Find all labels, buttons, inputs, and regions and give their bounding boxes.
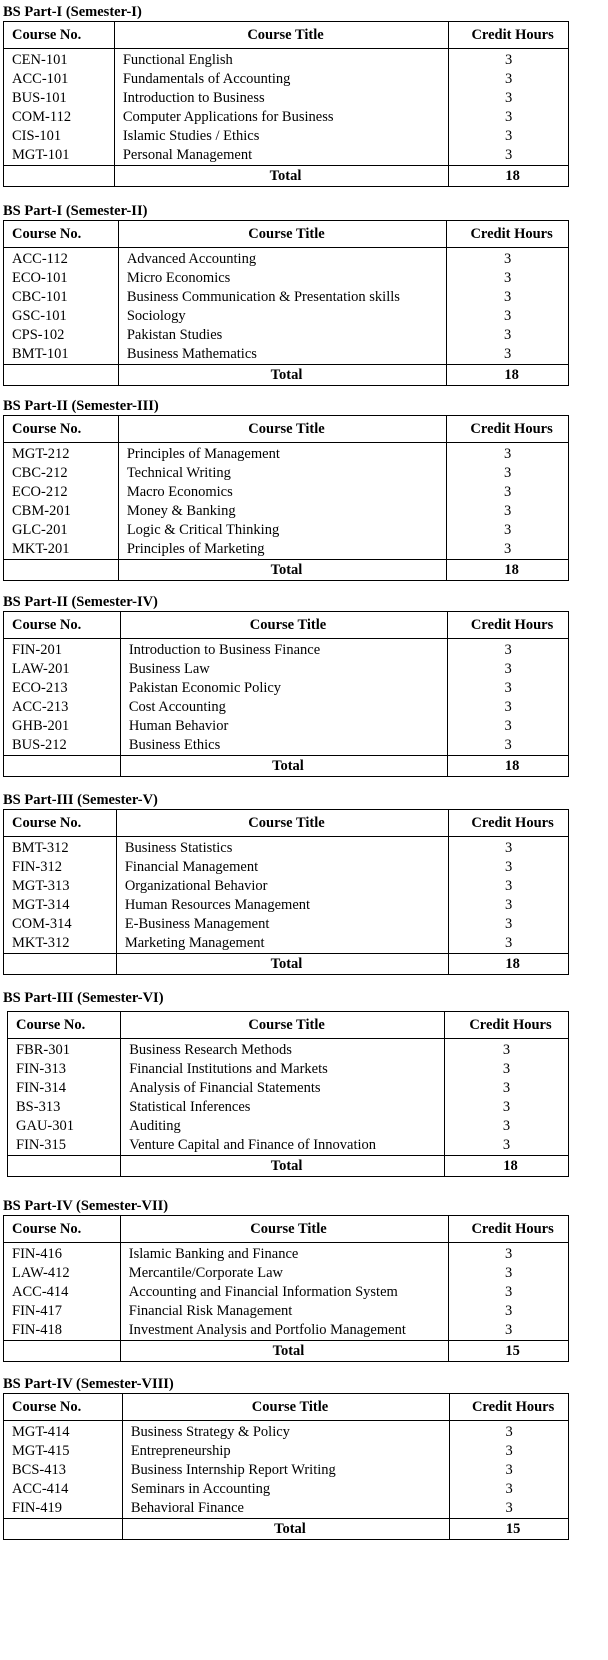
table-row — [4, 248, 569, 270]
total-value: 15 — [449, 1341, 569, 1362]
course-title-cell: Introduction to Business — [114, 89, 448, 108]
table-row — [4, 679, 569, 698]
table-row — [4, 639, 569, 661]
course-title-cell: Business Ethics — [120, 736, 447, 756]
course-no-cell: COM-314 — [4, 915, 117, 934]
table-row — [4, 443, 569, 465]
total-blank-cell — [4, 166, 115, 187]
total-label: Total — [116, 954, 448, 975]
course-title-cell: Business Internship Report Writing — [122, 1461, 449, 1480]
table-row — [4, 1421, 569, 1443]
course-no-cell: MGT-313 — [4, 877, 117, 896]
total-row — [4, 1519, 569, 1540]
credit-hours-cell: 3 — [449, 896, 569, 915]
table-row — [4, 1243, 569, 1265]
course-no-cell: BS-313 — [8, 1098, 121, 1117]
course-title-cell: Financial Risk Management — [120, 1302, 448, 1321]
total-value: 18 — [448, 756, 569, 777]
total-value: 18 — [449, 954, 569, 975]
table-row — [4, 49, 569, 71]
credit-hours-cell: 3 — [447, 269, 569, 288]
credit-hours-cell: 3 — [447, 288, 569, 307]
credit-hours-cell: 3 — [449, 837, 569, 859]
course-table — [3, 809, 569, 975]
course-title-cell: Financial Institutions and Markets — [121, 1060, 445, 1079]
course-no-cell: COM-112 — [4, 108, 115, 127]
credit-hours-cell: 3 — [444, 1136, 568, 1156]
credit-hours-cell: 3 — [450, 1442, 569, 1461]
semester-title: BS Part-IV (Semester-VII) — [3, 1198, 169, 1214]
table-row — [4, 1302, 569, 1321]
semester-title: BS Part-I (Semester-I) — [3, 4, 142, 20]
course-no-cell: ACC-101 — [4, 70, 115, 89]
credit-hours-header: Credit Hours — [444, 1012, 568, 1039]
total-row — [4, 1341, 569, 1362]
credit-hours-cell: 3 — [448, 698, 569, 717]
table-row — [8, 1060, 569, 1079]
credit-hours-cell: 3 — [450, 1421, 569, 1443]
table-row — [4, 896, 569, 915]
credit-hours-cell: 3 — [447, 502, 569, 521]
table-row — [4, 1461, 569, 1480]
course-title-cell: Business Statistics — [116, 837, 448, 859]
course-title-cell: Sociology — [118, 307, 446, 326]
credit-hours-cell: 3 — [449, 146, 569, 166]
total-row — [4, 756, 569, 777]
course-no-cell: CBC-212 — [4, 464, 119, 483]
course-table — [3, 220, 569, 386]
course-title-cell: Functional English — [114, 49, 448, 71]
table-row — [4, 1264, 569, 1283]
table-row — [8, 1117, 569, 1136]
semester-section — [3, 4, 569, 187]
course-no-cell: BCS-413 — [4, 1461, 123, 1480]
table-row — [4, 483, 569, 502]
credit-hours-cell: 3 — [450, 1461, 569, 1480]
table-row — [4, 1442, 569, 1461]
course-no-cell: FIN-416 — [4, 1243, 121, 1265]
course-no-header: Course No. — [4, 612, 121, 639]
table-row — [8, 1039, 569, 1061]
table-row — [8, 1098, 569, 1117]
table-header-row — [4, 612, 569, 639]
course-title-cell: Fundamentals of Accounting — [114, 70, 448, 89]
course-title-cell: Organizational Behavior — [116, 877, 448, 896]
course-title-cell: Micro Economics — [118, 269, 446, 288]
credit-hours-cell: 3 — [449, 1302, 569, 1321]
table-header-row — [4, 810, 569, 837]
credit-hours-cell: 3 — [444, 1060, 568, 1079]
credit-hours-header: Credit Hours — [449, 810, 569, 837]
course-no-cell: CIS-101 — [4, 127, 115, 146]
course-no-cell: ACC-414 — [4, 1283, 121, 1302]
credit-hours-cell: 3 — [448, 639, 569, 661]
course-title-header: Course Title — [118, 221, 446, 248]
course-no-cell: FIN-418 — [4, 1321, 121, 1341]
course-no-cell: ACC-213 — [4, 698, 121, 717]
total-label: Total — [114, 166, 448, 187]
credit-hours-cell: 3 — [449, 1283, 569, 1302]
course-table — [3, 1215, 569, 1362]
semester-title: BS Part-IV (Semester-VIII) — [3, 1376, 174, 1392]
credit-hours-cell: 3 — [447, 248, 569, 270]
table-row — [4, 736, 569, 756]
credit-hours-cell: 3 — [447, 307, 569, 326]
credit-hours-cell: 3 — [447, 326, 569, 345]
total-value: 18 — [447, 560, 569, 581]
course-title-header: Course Title — [116, 810, 448, 837]
course-no-cell: ECO-212 — [4, 483, 119, 502]
credit-hours-cell: 3 — [449, 70, 569, 89]
credit-hours-cell: 3 — [449, 1243, 569, 1265]
course-no-header: Course No. — [4, 221, 119, 248]
semester-title: BS Part-II (Semester-IV) — [3, 594, 158, 610]
course-title-cell: Business Law — [120, 660, 447, 679]
total-label: Total — [118, 560, 446, 581]
credit-hours-cell: 3 — [447, 345, 569, 365]
table-row — [4, 1283, 569, 1302]
course-title-cell: Auditing — [121, 1117, 445, 1136]
table-row — [4, 70, 569, 89]
course-no-header: Course No. — [8, 1012, 121, 1039]
semester-section — [3, 203, 569, 386]
table-row — [4, 146, 569, 166]
course-no-cell: FIN-313 — [8, 1060, 121, 1079]
table-row — [4, 521, 569, 540]
total-label: Total — [121, 1156, 445, 1177]
course-title-cell: Principles of Management — [118, 443, 446, 465]
total-row — [4, 954, 569, 975]
course-no-cell: MGT-212 — [4, 443, 119, 465]
course-no-cell: ECO-213 — [4, 679, 121, 698]
credit-hours-cell: 3 — [448, 736, 569, 756]
table-row — [4, 660, 569, 679]
course-title-header: Course Title — [118, 416, 446, 443]
credit-hours-cell: 3 — [444, 1098, 568, 1117]
credit-hours-cell: 3 — [449, 934, 569, 954]
course-title-cell: Financial Management — [116, 858, 448, 877]
credit-hours-cell: 3 — [444, 1079, 568, 1098]
table-row — [4, 717, 569, 736]
course-title-header: Course Title — [121, 1012, 445, 1039]
table-row — [4, 307, 569, 326]
credit-hours-header: Credit Hours — [449, 1216, 569, 1243]
course-title-cell: Computer Applications for Business — [114, 108, 448, 127]
course-no-cell: ACC-112 — [4, 248, 119, 270]
table-row — [4, 1499, 569, 1519]
credit-hours-cell: 3 — [447, 483, 569, 502]
course-no-cell: FIN-419 — [4, 1499, 123, 1519]
semester-section — [3, 398, 569, 581]
total-blank-cell — [4, 1341, 121, 1362]
total-row — [4, 166, 569, 187]
course-title-cell: Entrepreneurship — [122, 1442, 449, 1461]
course-title-cell: Human Behavior — [120, 717, 447, 736]
course-title-cell: Statistical Inferences — [121, 1098, 445, 1117]
course-no-header: Course No. — [4, 1394, 123, 1421]
course-no-cell: GSC-101 — [4, 307, 119, 326]
course-title-cell: Business Communication & Presentation skills — [118, 288, 446, 307]
credit-hours-cell: 3 — [450, 1499, 569, 1519]
credit-hours-cell: 3 — [447, 464, 569, 483]
semester-section — [3, 792, 569, 975]
course-no-cell: BUS-212 — [4, 736, 121, 756]
course-title-cell: Investment Analysis and Portfolio Management — [120, 1321, 448, 1341]
table-row — [4, 108, 569, 127]
credit-hours-cell: 3 — [444, 1117, 568, 1136]
course-no-cell: MKT-201 — [4, 540, 119, 560]
course-no-cell: BMT-101 — [4, 345, 119, 365]
course-no-cell: FIN-314 — [8, 1079, 121, 1098]
course-no-cell: FBR-301 — [8, 1039, 121, 1061]
course-no-cell: MGT-415 — [4, 1442, 123, 1461]
table-row — [4, 127, 569, 146]
table-row — [4, 698, 569, 717]
course-no-cell: MGT-414 — [4, 1421, 123, 1443]
table-header-row — [8, 1012, 569, 1039]
course-title-cell: Islamic Studies / Ethics — [114, 127, 448, 146]
total-value: 18 — [444, 1156, 568, 1177]
table-row — [4, 540, 569, 560]
table-row — [8, 1079, 569, 1098]
table-header-row — [4, 22, 569, 49]
table-row — [4, 502, 569, 521]
course-no-cell: CBM-201 — [4, 502, 119, 521]
course-no-header: Course No. — [4, 810, 117, 837]
course-title-header: Course Title — [114, 22, 448, 49]
course-no-cell: BMT-312 — [4, 837, 117, 859]
course-table — [3, 611, 569, 777]
course-no-cell: FIN-417 — [4, 1302, 121, 1321]
course-no-header: Course No. — [4, 1216, 121, 1243]
course-title-cell: Money & Banking — [118, 502, 446, 521]
course-no-cell: CPS-102 — [4, 326, 119, 345]
table-row — [4, 269, 569, 288]
course-title-cell: Business Strategy & Policy — [122, 1421, 449, 1443]
total-value: 18 — [447, 365, 569, 386]
credit-hours-header: Credit Hours — [447, 416, 569, 443]
semester-section — [3, 594, 569, 777]
course-no-cell: LAW-412 — [4, 1264, 121, 1283]
semester-section — [3, 1376, 569, 1540]
course-title-cell: Cost Accounting — [120, 698, 447, 717]
credit-hours-cell: 3 — [447, 521, 569, 540]
total-row — [4, 560, 569, 581]
course-table — [3, 21, 569, 187]
credit-hours-cell: 3 — [449, 127, 569, 146]
course-no-cell: GHB-201 — [4, 717, 121, 736]
credit-hours-header: Credit Hours — [449, 22, 569, 49]
credit-hours-cell: 3 — [448, 679, 569, 698]
course-no-cell: GLC-201 — [4, 521, 119, 540]
course-title-cell: Pakistan Economic Policy — [120, 679, 447, 698]
table-header-row — [4, 1216, 569, 1243]
course-no-cell: FIN-201 — [4, 639, 121, 661]
course-no-cell: FIN-312 — [4, 858, 117, 877]
table-header-row — [4, 1394, 569, 1421]
credit-hours-cell: 3 — [448, 660, 569, 679]
semester-title: BS Part-I (Semester-II) — [3, 203, 148, 219]
course-no-cell: MGT-314 — [4, 896, 117, 915]
total-row — [4, 365, 569, 386]
course-title-cell: Marketing Management — [116, 934, 448, 954]
course-no-cell: CEN-101 — [4, 49, 115, 71]
credit-hours-cell: 3 — [449, 1264, 569, 1283]
table-row — [4, 1321, 569, 1341]
course-table — [7, 1011, 569, 1177]
course-title-cell: Venture Capital and Finance of Innovation — [121, 1136, 445, 1156]
credit-hours-cell: 3 — [449, 89, 569, 108]
credit-hours-cell: 3 — [449, 108, 569, 127]
semester-title: BS Part-III (Semester-V) — [3, 792, 158, 808]
total-row — [8, 1156, 569, 1177]
course-title-cell: Personal Management — [114, 146, 448, 166]
course-title-cell: Advanced Accounting — [118, 248, 446, 270]
total-blank-cell — [8, 1156, 121, 1177]
course-no-cell: ACC-414 — [4, 1480, 123, 1499]
credit-hours-header: Credit Hours — [447, 221, 569, 248]
credit-hours-cell: 3 — [449, 49, 569, 71]
credit-hours-cell: 3 — [444, 1039, 568, 1061]
course-table — [3, 1393, 569, 1540]
semester-title: BS Part-III (Semester-VI) — [3, 990, 164, 1006]
total-label: Total — [120, 1341, 448, 1362]
course-title-cell: Human Resources Management — [116, 896, 448, 915]
total-value: 18 — [449, 166, 569, 187]
course-no-cell: FIN-315 — [8, 1136, 121, 1156]
course-no-cell: MKT-312 — [4, 934, 117, 954]
table-row — [4, 934, 569, 954]
total-label: Total — [122, 1519, 449, 1540]
course-title-cell: Business Research Methods — [121, 1039, 445, 1061]
course-no-cell: BUS-101 — [4, 89, 115, 108]
table-row — [4, 915, 569, 934]
course-no-header: Course No. — [4, 416, 119, 443]
credit-hours-cell: 3 — [449, 877, 569, 896]
course-title-cell: Behavioral Finance — [122, 1499, 449, 1519]
total-value: 15 — [450, 1519, 569, 1540]
course-title-header: Course Title — [122, 1394, 449, 1421]
total-label: Total — [118, 365, 446, 386]
credit-hours-cell: 3 — [449, 915, 569, 934]
table-row — [4, 1480, 569, 1499]
total-label: Total — [120, 756, 447, 777]
total-blank-cell — [4, 954, 117, 975]
total-blank-cell — [4, 1519, 123, 1540]
total-blank-cell — [4, 365, 119, 386]
table-row — [4, 288, 569, 307]
total-blank-cell — [4, 560, 119, 581]
course-title-cell: Mercantile/Corporate Law — [120, 1264, 448, 1283]
semester-title: BS Part-II (Semester-III) — [3, 398, 159, 414]
course-title-cell: Islamic Banking and Finance — [120, 1243, 448, 1265]
total-blank-cell — [4, 756, 121, 777]
semester-section — [3, 990, 569, 1177]
credit-hours-cell: 3 — [447, 540, 569, 560]
table-row — [4, 837, 569, 859]
table-row — [4, 345, 569, 365]
course-title-cell: Seminars in Accounting — [122, 1480, 449, 1499]
semester-section — [3, 1198, 569, 1362]
course-title-header: Course Title — [120, 1216, 448, 1243]
credit-hours-header: Credit Hours — [448, 612, 569, 639]
course-table — [3, 415, 569, 581]
credit-hours-cell: 3 — [448, 717, 569, 736]
course-title-cell: Macro Economics — [118, 483, 446, 502]
table-row — [4, 858, 569, 877]
course-no-cell: CBC-101 — [4, 288, 119, 307]
course-no-cell: ECO-101 — [4, 269, 119, 288]
credit-hours-cell: 3 — [450, 1480, 569, 1499]
course-title-cell: Pakistan Studies — [118, 326, 446, 345]
table-header-row — [4, 221, 569, 248]
course-title-cell: Technical Writing — [118, 464, 446, 483]
course-no-cell: GAU-301 — [8, 1117, 121, 1136]
course-title-cell: Principles of Marketing — [118, 540, 446, 560]
course-title-cell: Introduction to Business Finance — [120, 639, 447, 661]
table-header-row — [4, 416, 569, 443]
course-no-cell: LAW-201 — [4, 660, 121, 679]
table-row — [4, 464, 569, 483]
course-no-header: Course No. — [4, 22, 115, 49]
course-title-cell: Accounting and Financial Information System — [120, 1283, 448, 1302]
table-row — [4, 89, 569, 108]
credit-hours-cell: 3 — [449, 1321, 569, 1341]
table-row — [8, 1136, 569, 1156]
table-row — [4, 877, 569, 896]
course-title-cell: Logic & Critical Thinking — [118, 521, 446, 540]
credit-hours-cell: 3 — [447, 443, 569, 465]
course-title-header: Course Title — [120, 612, 447, 639]
course-title-cell: Business Mathematics — [118, 345, 446, 365]
credit-hours-header: Credit Hours — [450, 1394, 569, 1421]
course-no-cell: MGT-101 — [4, 146, 115, 166]
course-title-cell: Analysis of Financial Statements — [121, 1079, 445, 1098]
table-row — [4, 326, 569, 345]
credit-hours-cell: 3 — [449, 858, 569, 877]
course-title-cell: E-Business Management — [116, 915, 448, 934]
